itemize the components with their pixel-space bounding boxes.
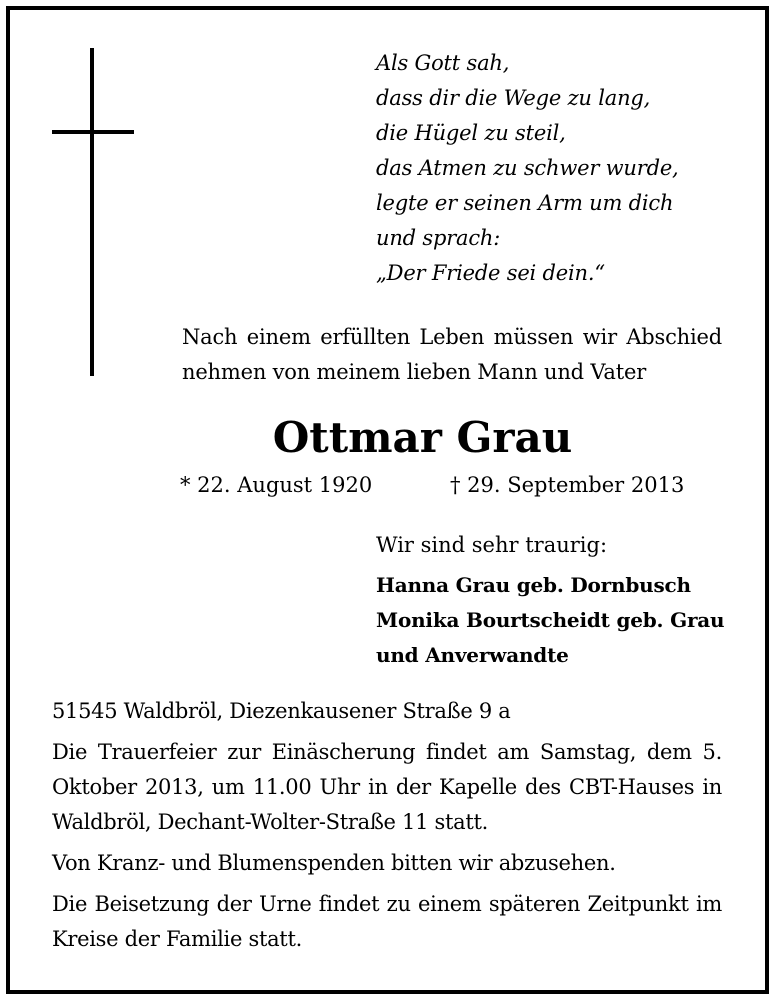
mourners-intro: Wir sind sehr traurig:	[376, 533, 608, 557]
mourner-name: Monika Bourtscheidt geb. Grau	[376, 608, 725, 632]
birth-date: * 22. August 1920	[180, 473, 373, 497]
service-info: Die Trauerfeier zur Einäscherung findet am Samstag, dem 5. Oktober 2013, um 11.00 Uhr in der Kapelle des CBT-Hauses in Waldbröl, Dechant-Wolter-Straße 11 statt.	[52, 740, 722, 834]
burial-info: Die Beisetzung der Urne findet zu einem späteren Zeitpunkt im Kreise der Familie statt.	[52, 892, 722, 951]
deceased-name: Ottmar Grau	[272, 413, 573, 462]
intro-line: Nach einem erfüllten Leben müssen wir Abschied	[182, 325, 722, 349]
poem-line: dass dir die Wege zu lang,	[376, 86, 651, 110]
flowers-note: Von Kranz- und Blumenspenden bitten wir abzusehen.	[52, 851, 616, 875]
poem-line: und sprach:	[376, 226, 501, 250]
poem-line: legte er seinen Arm um dich	[376, 191, 674, 215]
mourner-name: Hanna Grau geb. Dornbusch	[376, 573, 691, 597]
poem-line: die Hügel zu steil,	[376, 121, 566, 145]
intro-line: nehmen von meinem lieben Mann und Vater	[182, 360, 647, 384]
poem-line: „Der Friede sei dein.“	[376, 261, 605, 285]
cross-icon	[90, 48, 94, 376]
cross-icon-bar	[52, 130, 134, 134]
notice-details	[52, 694, 722, 963]
mourner-name: und Anverwandte	[376, 643, 569, 667]
poem-line: das Atmen zu schwer wurde,	[376, 156, 679, 180]
memorial-poem	[376, 46, 679, 291]
address: 51545 Waldbröl, Diezenkausener Straße 9 a	[52, 699, 511, 723]
poem-line: Als Gott sah,	[376, 51, 510, 75]
death-date: † 29. September 2013	[450, 473, 685, 497]
intro-text	[182, 320, 722, 390]
mourners-list	[376, 568, 724, 673]
